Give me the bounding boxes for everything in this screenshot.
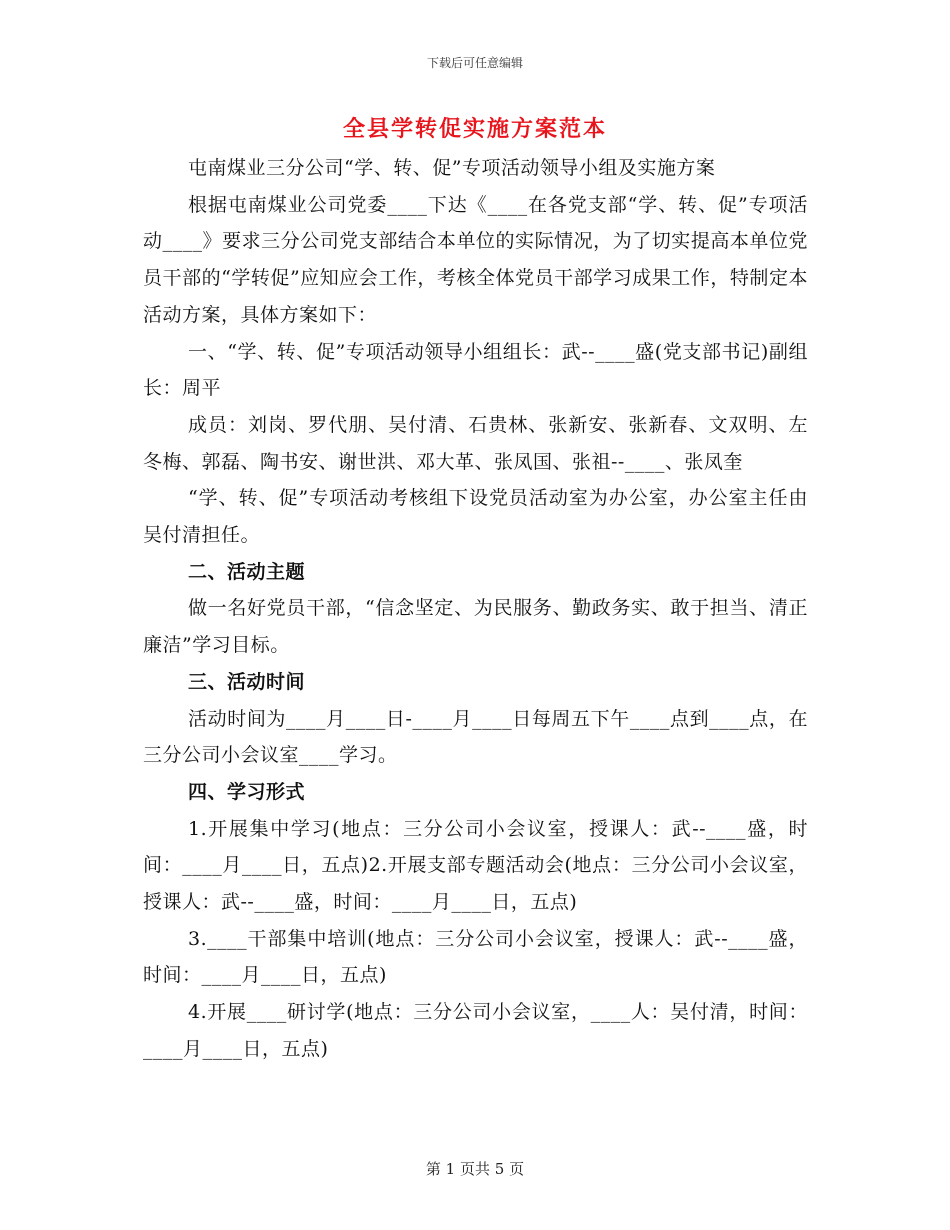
paragraph-theme: 做一名好党员干部，“信念坚定、为民服务、勤政务实、敢于担当、清正廉洁”学习目标。 (143, 597, 808, 657)
paragraph-intro: 根据屯南煤业公司党委____下达《____在各党支部“学、转、促”专项活动____》要求三分公司党支部结合本单位的实际情况，为了切实提高本单位党员干部的“学转促”应知应会工作，考核全体党员干部学习成果工作，特制定本活动方案，具体方案如下： (143, 193, 808, 326)
section-heading-theme: 二、活动主题 (188, 560, 306, 583)
paragraph-format-1-2: 1.开展集中学习(地点：三分公司小会议室，授课人：武--____盛，时间：____月____日，五点)2.开展支部专题活动会(地点：三分公司小会议室，授课人：武--____盛，时间：____月____日，五点) (143, 817, 808, 914)
paragraph-subtitle: 屯南煤业三分公司“学、转、促”专项活动领导小组及实施方案 (188, 157, 716, 179)
section-heading-format: 四、学习形式 (188, 780, 306, 803)
document-body (143, 150, 808, 1068)
header-note: 下载后可任意编辑 (426, 56, 523, 70)
document-title: 全县学转促实施方案范本 (342, 116, 607, 142)
page-footer: 第 1 页共 5 页 (425, 1160, 525, 1178)
paragraph-members: 成员：刘岗、罗代朋、吴付清、石贵林、张新安、张新春、文双明、左冬梅、郭磊、陶书安、谢世洪、邓大革、张凤国、张祖--____、张凤奎 (143, 413, 808, 473)
paragraph-format-3: 3.____干部集中培训(地点：三分公司小会议室，授课人：武--____盛，时间：____月____日，五点) (143, 927, 808, 987)
paragraph-format-4: 4.开展____研讨学(地点：三分公司小会议室，____人：吴付清，时间：____月____日，五点) (143, 1001, 808, 1060)
paragraph-leadership: 一、“学、转、促”专项活动领导小组组长：武--____盛(党支部书记)副组长：周平 (143, 340, 808, 400)
paragraph-office: “学、转、促”专项活动考核组下设党员活动室为办公室，办公室主任由吴付清担任。 (143, 487, 808, 547)
paragraph-time: 活动时间为____月____日-____月____日每周五下午____点到____点，在三分公司小会议室____学习。 (143, 707, 808, 767)
section-heading-time: 三、活动时间 (188, 670, 306, 693)
